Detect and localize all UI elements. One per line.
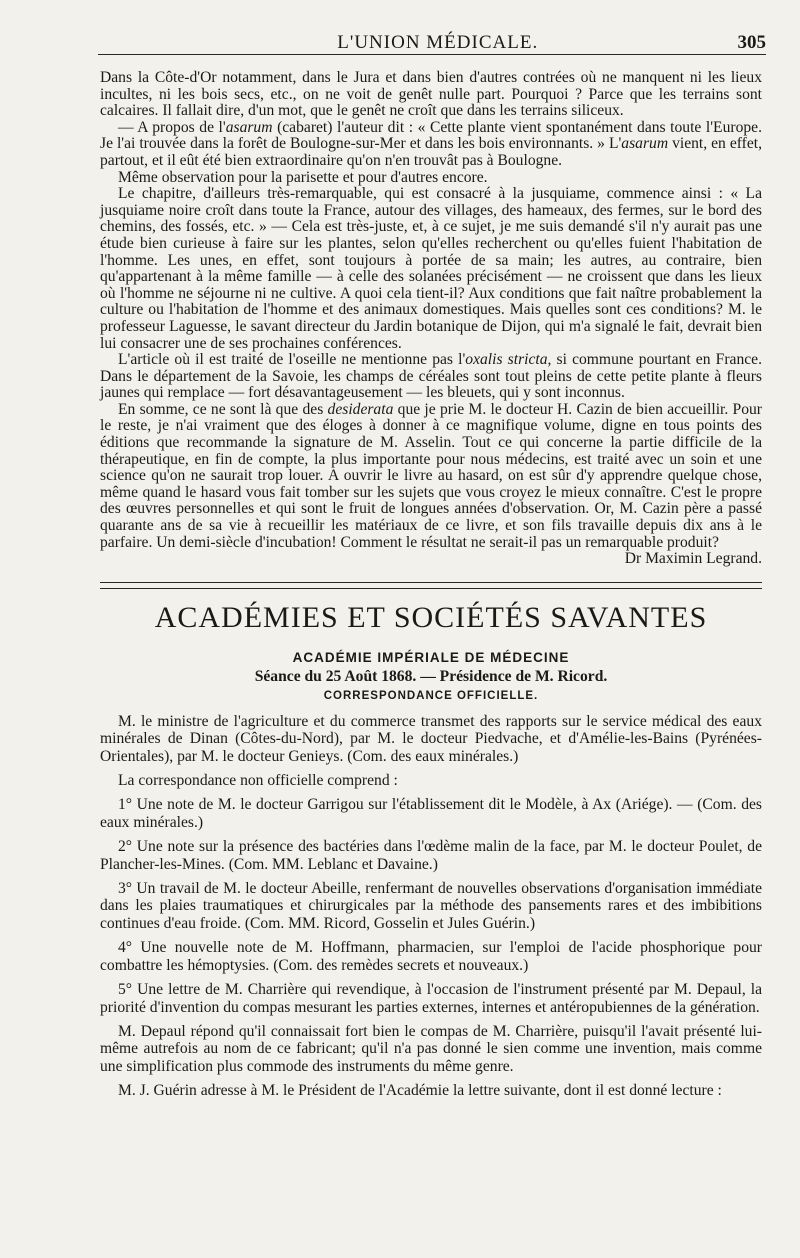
page-number: 305 xyxy=(737,32,766,53)
guerin-letter-intro: M. J. Guérin adresse à M. le Président de l'Académie la lettre suivante, dont il est donné lecture : xyxy=(118,1082,722,1100)
review-paragraph-asarum xyxy=(100,120,762,170)
nonofficial-intro: La correspondance non officielle comprend : xyxy=(118,772,398,790)
review-paragraph-1: Dans la Côte-d'Or notamment, dans le Jura et dans bien d'autres contrées où ne manquent ni les lieux incultes, ni les bois secs, etc., on ne voit de genêt nulle part. Pourquoi ? Parce que les terrains sont calcaires. Il fallait dire, d'un mot, que le genêt ne croît que dans les terrains siliceux. xyxy=(100,69,762,120)
correspondence-heading: CORRESPONDANCE OFFICIELLE. xyxy=(323,689,539,702)
session-line: Séance du 25 Août 1868. — Présidence de M. Ricord. xyxy=(254,667,608,685)
list-item: 1° Une note de M. le docteur Garrigou sur l'établissement dit le Modèle, à Ax (Ariége). — (Com. des eaux minérales.) xyxy=(100,796,762,831)
italic-term: asarum xyxy=(225,118,273,136)
list-item: 5° Une lettre de M. Charrière qui revendique, à l'occasion de l'instrument présenté par M. Depaul, la priorité d'invention du compas mesurant les parties externes, internes et antéropubiennes de la génération. xyxy=(100,981,762,1016)
official-correspondence: M. le ministre de l'agriculture et du commerce transmet des rapports sur le service médical des eaux minérales de Dinan (Côtes-du-Nord), par M. le docteur Piedvache, et d'Amélie-les-Bains (Pyrénées-Orientales), par M. le docteur Genieys. (Com. des eaux minérales.) xyxy=(100,712,762,765)
italic-term: asarum xyxy=(621,135,669,153)
depaul-reply: M. Depaul répond qu'il connaissait fort bien le compas de M. Charrière, puisqu'il l'avait présenté lui-même autrefois au nom de ce fabricant; qu'il n'a pas donné le sien comme une invention, mais comme une simplification plus commode des instruments du même genre. xyxy=(100,1022,762,1075)
review-paragraph-oseille xyxy=(100,352,762,402)
italic-term: oxalis stricta, xyxy=(465,351,552,369)
running-head xyxy=(98,26,766,55)
list-item: 2° Une note sur la présence des bactéries dans l'œdème malin de la face, par M. le docteur Poulet, de Plancher-les-Mines. (Com. MM. Leblanc et Davaine.) xyxy=(100,838,762,873)
review-paragraph-conclusion xyxy=(100,402,762,551)
academy-heading: ACADÉMIE IMPÉRIALE DE MÉDECINE xyxy=(292,649,570,665)
section-title: ACADÉMIES ET SOCIÉTÉS SAVANTES xyxy=(154,600,708,634)
journal-title: L'UNION MÉDICALE. xyxy=(337,32,539,53)
page-body xyxy=(100,70,762,1107)
text-run: — A propos de l' xyxy=(118,118,226,136)
section-divider xyxy=(100,582,762,589)
text-run: (cabaret) l'auteur dit : « Cette plante vient spontanément dans toute l'Europe. Je l'ai trouvée dans la forêt de Boulogne-sur-Mer et dans les bois environnants. » L' xyxy=(100,118,762,153)
text-run: que je prie M. le docteur H. Cazin de bien accueillir. Pour le reste, je n'ai vraiment que des éloges à donner à ce magnifique volume, digne en tous points des éditions que recommande la signature de M. Asselin. Tout ce qui concerne la partie difficile de la thérapeutique, en fin de compte, la plus importante pour nous médecins, est traité avec un soin et une science qu'on ne saurait trop louer. A ouvrir le livre au hasard, on est sûr d'y apprendre quelque chose, même quand le hasard vous fait tomber sur les sujets que vous croyez le mieux connaître. C'est le propre des œuvres personnelles et qui sont le fruit de longues années d'observation. Or, M. Cazin père a passé quarante ans de sa vie à recueillir les matériaux de ce livre, et son fils travaille depuis dix ans à le parfaire. Un demi-siècle d'incubation! Comment le résultat ne serait-il pas un remarquable produit? xyxy=(100,400,762,551)
author-signature: Dr Maximin Legrand. xyxy=(624,550,762,568)
proceedings xyxy=(100,713,762,1100)
review-paragraph-parisette: Même observation pour la parisette et pour d'autres encore. xyxy=(118,168,488,186)
list-item: 3° Un travail de M. le docteur Abeille, renfermant de nouvelles observations d'organisation immédiate dans les plaies traumatiques et chirurgicales par la méthode des pansements rares et des imbibitions continues d'eau froide. (Com. MM. Ricord, Gosselin et Jules Guérin.) xyxy=(100,880,762,932)
italic-term: desiderata xyxy=(327,400,394,418)
text-run: si commune pourtant en France. Dans le département de la Savoie, les champs de céréales sont tout pleins de cette petite plante à fleurs jaunes qui remplace — fort désavantageusement — les bleuets, qui y sont inconnus. xyxy=(100,351,762,402)
list-item: 4° Une nouvelle note de M. Hoffmann, pharmacien, sur l'emploi de l'acide phosphorique pour combattre les hémoptysies. (Com. des remèdes secrets et nouveaux.) xyxy=(100,939,762,974)
text-run: L'article où il est traité de l'oseille ne mentionne pas l' xyxy=(118,351,466,369)
text-run: En somme, ce ne sont là que des xyxy=(118,400,328,418)
review-paragraph-jusquiame: Le chapitre, d'ailleurs très-remarquable, qui est consacré à la jusquiame, commence ainsi : « La jusquiame noire croît dans toute la France, autour des villages, des hameaux, des fermes, sur le bord des chemins, des fossés, etc. » — Cela est très-juste, et, à ce sujet, je me suis demandé s'il n'y aurait pas une étude bien curieuse à faire sur les plantes, selon qu'elles recherchent ou qu'elles fuient l'habitation de l'homme. Les unes, en effet, sont toujours à portée de sa main; les autres, au contraire, bien qu'appartenant à la même famille — à celle des solanées précisément — ne croissent que dans les lieux où l'homme ne séjourne ni ne cultive. A quoi cela tient-il? Aux conditions que fait naître probablement la culture ou l'habitation de l'homme et des animaux domestiques. Mais quelles sont ces conditions? M. le professeur Laguesse, le savant directeur du Jardin botanique de Dijon, qui m'a signalé le fait, devrait bien lui consacrer une de ses prochaines conférences. xyxy=(100,185,762,352)
text-run: vient, en effet, partout, et il eût été bien extraordinaire qu'on n'en trouvât pas à Boulogne. xyxy=(100,135,762,169)
